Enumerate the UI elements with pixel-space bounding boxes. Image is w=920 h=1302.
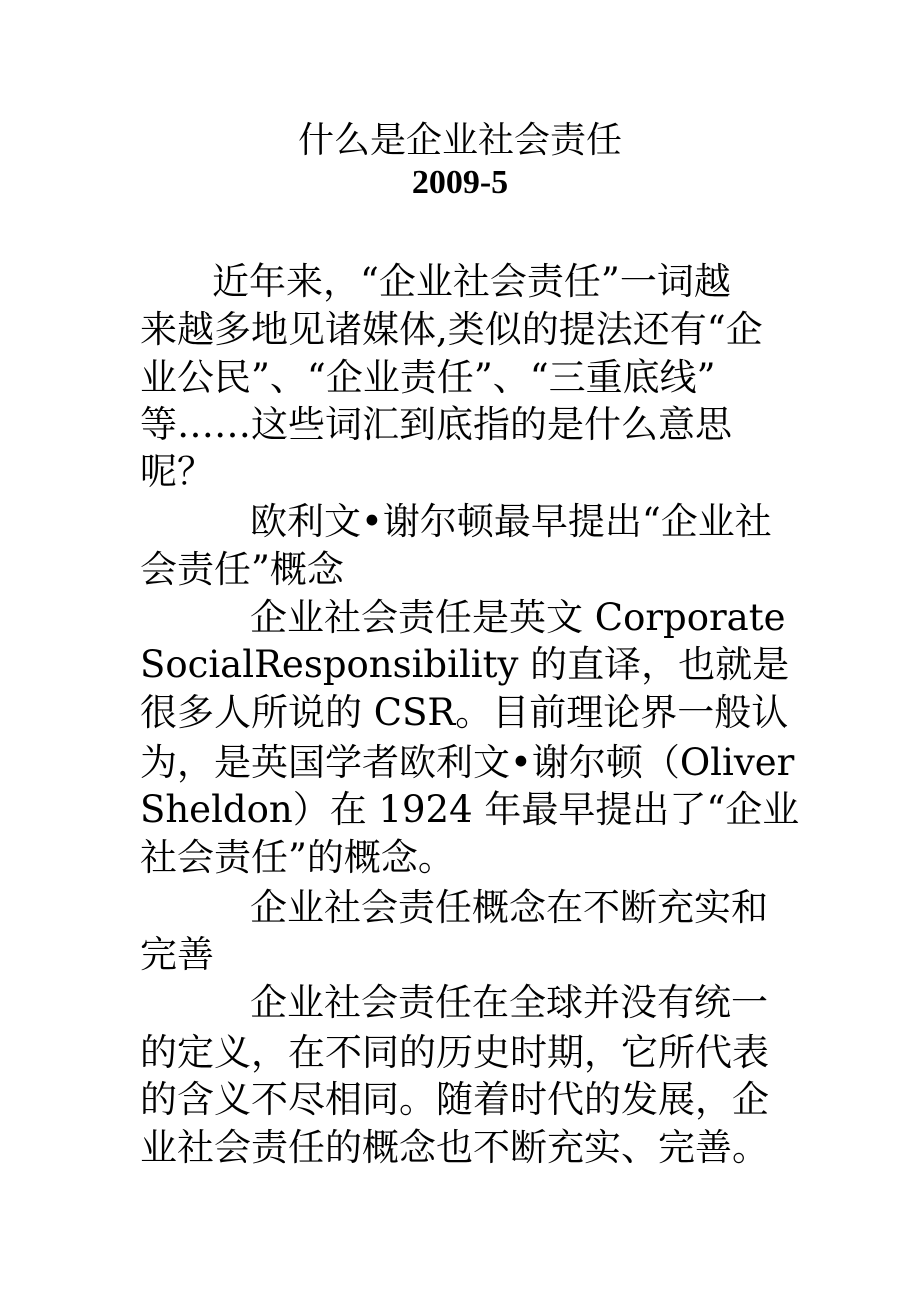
section-heading-line: 完善 — [140, 933, 214, 976]
paragraph-line: 社会责任”的概念。 — [140, 836, 455, 879]
paragraph-line: SocialResponsibility 的直译，也就是 — [140, 643, 790, 686]
paragraph-line: 业公民”、“企业责任”、“三重底线” — [140, 356, 716, 399]
section-heading-line: 企业社会责任概念在不断充实和 — [250, 886, 768, 929]
paragraph-line: 近年来，“企业社会责任”一词越 — [212, 260, 731, 303]
paragraph-line: 的定义，在不同的历史时期，它所代表 — [140, 1031, 769, 1074]
paragraph-line: Sheldon）在 1924 年最早提出了“企业 — [140, 788, 800, 831]
section-heading-line: 欧利文•谢尔顿最早提出“企业社 — [250, 500, 772, 543]
paragraph-line: 的含义不尽相同。随着时代的发展，企 — [140, 1078, 769, 1121]
section-heading-line: 会责任”概念 — [140, 548, 344, 591]
paragraph-line: 等……这些词汇到底指的是什么意思 — [140, 403, 732, 446]
paragraph-line: 为，是英国学者欧利文•谢尔顿（Oliver — [140, 741, 795, 784]
paragraph-line: 企业社会责任是英文 Corporate — [250, 596, 786, 639]
paragraph-line: 呢？ — [140, 450, 214, 493]
paragraph-line: 企业社会责任在全球并没有统一 — [250, 981, 768, 1024]
paragraph-line: 来越多地见诸媒体,类似的提法还有“企 — [140, 308, 763, 351]
paragraph-line: 业社会责任的概念也不断充实、完善。 — [140, 1126, 769, 1169]
document-date: 2009-5 — [411, 164, 509, 201]
paragraph-line: 很多人所说的 CSR。目前理论界一般认 — [140, 691, 789, 734]
document-title: 什么是企业社会责任 — [297, 120, 622, 161]
